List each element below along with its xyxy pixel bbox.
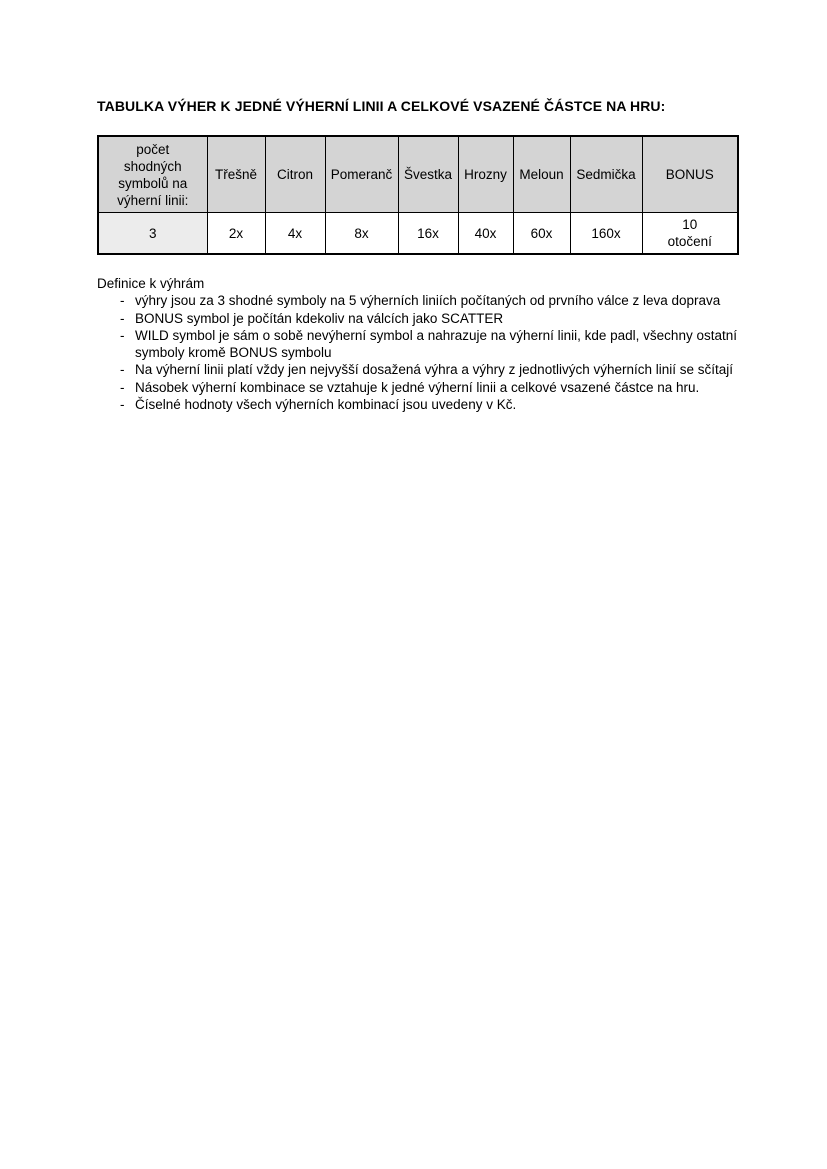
list-item [97,396,737,413]
table-cell-grapes: 40x [458,213,513,255]
list-item-text: WILD symbol je sám o sobě nevýherní symbol a nahrazuje na výherní linii, kde padl, všechny ostatní symboly kromě BONUS symbolu [135,327,737,361]
list-item-text: výhry jsou za 3 shodné symboly na 5 výherních liniích počítaných od prvního válce z leva doprava [135,293,721,309]
bullet-marker: - [120,379,125,395]
payout-table [97,135,739,255]
bullet-marker: - [120,362,125,378]
table-header-cell-seven: Sedmička [570,136,642,213]
table-cell-melon: 60x [513,213,570,255]
bullet-marker: - [120,293,125,309]
table-header-cell-melon: Meloun [513,136,570,213]
table-cell-count: 3 [98,213,207,255]
table-cell-lemon: 4x [265,213,325,255]
table-header-cell-plum: Švestka [398,136,458,213]
definitions-section [97,275,737,413]
list-item [97,327,737,362]
table-header-row [98,136,738,213]
table-cell-seven: 160x [570,213,642,255]
table-cell-cherries: 2x [207,213,265,255]
table-header-cell-cherries: Třešně [207,136,265,213]
list-item [97,379,737,396]
page-title: TABULKA VÝHER K JEDNÉ VÝHERNÍ LINII A CELKOVÉ VSAZENÉ ČÁSTCE NA HRU: [97,98,666,114]
definitions-heading: Definice k výhrám [97,276,205,291]
document-page [97,98,737,413]
list-item-text: Číselné hodnoty všech výherních kombinací jsou uvedeny v Kč. [135,397,517,413]
table-cell-plum: 16x [398,213,458,255]
list-item-text: Násobek výherní kombinace se vztahuje k jedné výherní linii a celkové vsazené částce na hru. [135,379,700,395]
table-header-cell-orange: Pomeranč [325,136,398,213]
list-item [97,361,737,378]
table-cell-orange: 8x [325,213,398,255]
bullet-marker: - [120,327,125,343]
table-row [98,213,738,255]
table-header-cell-bonus: BONUS [642,136,738,213]
bullet-marker: - [120,397,125,413]
table-header-cell-lemon: Citron [265,136,325,213]
list-item-text: BONUS symbol je počítán kdekoliv na válcích jako SCATTER [135,310,504,326]
list-item-text: Na výherní linii platí vždy jen nejvyšší dosažená výhra a výhry z jednotlivých výherních linií se sčítají [135,362,734,378]
list-item [97,292,737,309]
list-item [97,310,737,327]
bullet-marker: - [120,310,125,326]
table-cell-bonus: 10 otočení [642,213,738,255]
table-header-cell-grapes: Hrozny [458,136,513,213]
table-header-cell-count: počet shodných symbolů na výherní linii: [98,136,207,213]
